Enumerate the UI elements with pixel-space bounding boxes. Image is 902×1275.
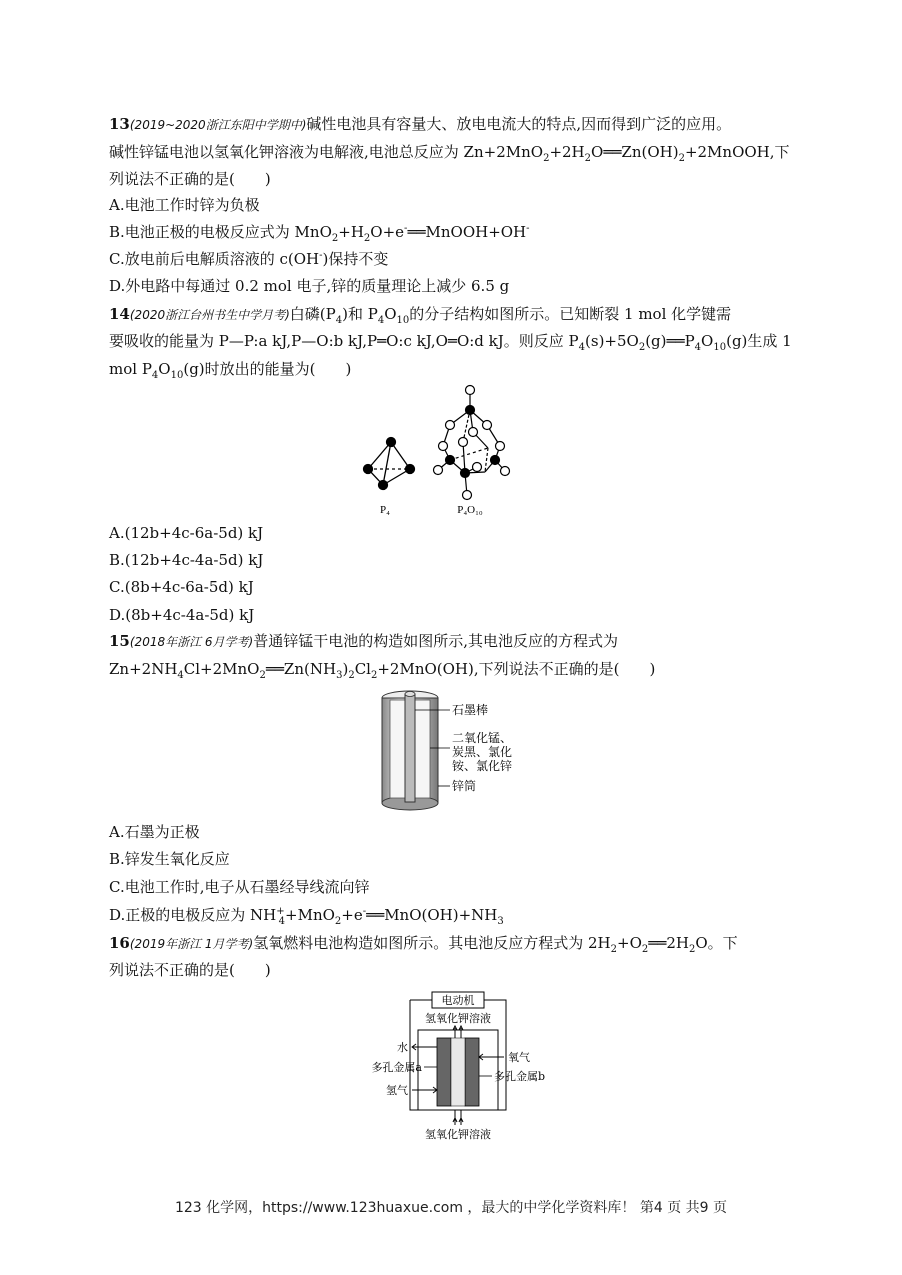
q15-text: +2MnO(OH),下列说法不正确的是( ) (377, 660, 656, 678)
p4-p4o10-structure-figure (355, 380, 555, 520)
q14-text: (g)生成 1 (726, 332, 792, 350)
q16-number: 16 (109, 934, 130, 952)
motor-label: 电动机 (441, 994, 475, 1007)
q15-option-d: D.正极的电极反应为 $NH^+_4+MnO_2+e^-══MnO(OH)+NH_3$ (109, 906, 504, 927)
option-text: B.电池正极的电极反应式为 MnO (109, 223, 332, 241)
q15-text: Cl (354, 660, 371, 678)
q14-text: 的分子结构如图所示。已知断裂 1 mol 化学键需 (409, 305, 732, 323)
q16-text: 2H (666, 934, 689, 952)
q15-source: (2018年浙江 6月学考) (129, 635, 254, 649)
q15-text: Zn(NH (283, 660, 337, 678)
q13-option-a: A.电池工作时锌为负极 (109, 196, 260, 214)
equals-sign: ══ (666, 332, 685, 350)
page-footer: 123 化学网，https://www.123huaxue.com ，最大的中学化学资料库！ 第4 页 共9 页 (174, 1200, 728, 1216)
q16-text: 氢氧燃料电池构造如图所示。其电池反应方程式为 2H (253, 934, 611, 952)
hydrogen-label: 氢气 (386, 1084, 408, 1097)
q14-text: (g)时放出的能量为( ) (183, 360, 352, 378)
p4o10-molecule (434, 386, 510, 500)
q16-stem-line1: 16(2019年浙江 1月学考)氢氧燃料电池构造如图所示。其电池反应方程式为 $2H_2+O_2══2H_2O$。下 (109, 934, 738, 955)
option-text: +H (338, 223, 364, 241)
equals-sign: ══ (366, 906, 385, 924)
q16-text: O。下 (695, 934, 738, 952)
dry-cell-figure (378, 688, 538, 816)
q13-stem-line1 (109, 114, 731, 135)
q14-option-b: B.(12b+4c-4a-5d) kJ (109, 551, 264, 569)
option-text: +e (341, 906, 363, 924)
equals-sign: ══ (265, 660, 284, 678)
q14-text: 要吸收的能量为 P—P:a kJ,P—O:b kJ,P (109, 332, 378, 350)
q14-stem-line1: 14(2020浙江台州书生中学月考)白磷$(P_4)$和 $P_4O_{10}$的分子结构如图所示。已知断裂 1 mol 化学键需 (109, 305, 732, 326)
q13-stem-line2: 碱性锌锰电池以氢氧化钾溶液为电解液,电池总反应为 $Zn+2MnO_2+2H_2O══Zn(OH)_2+2MnOOH$,下 (109, 143, 790, 164)
q13-text: O (591, 143, 604, 161)
q15-text: Zn+2NH (109, 660, 178, 678)
zinc-can-label: 锌筒 (452, 779, 477, 793)
option-text: )保持不变 (322, 250, 389, 268)
q14-option-a: A.(12b+4c-6a-5d) kJ (109, 524, 264, 542)
koh-bottom-label: 氢氧化钾溶液 (425, 1128, 491, 1141)
equals-sign: ══ (603, 143, 622, 161)
q15-stem-line2: $Zn+2NH_4Cl+2MnO_2══Zn(NH_3)_2Cl_2+2MnO(OH)$,下列说法不正确的是( ) (109, 660, 656, 681)
q15-text: ) (342, 660, 349, 678)
q14-stem-line3: mol $P_4O_{10}(g)$时放出的能量为( ) (109, 360, 352, 381)
q14-text: mol P (109, 360, 152, 378)
q15-stem-line1 (109, 631, 618, 652)
paste-label-line2: 炭黑、氯化 (452, 745, 513, 759)
q15-option-b: B.锌发生氧化反应 (109, 850, 230, 868)
p4-caption: P₄ (380, 504, 390, 516)
q13-stem-line3: 列说法不正确的是( ) (109, 170, 271, 188)
q14-option-c: C.(8b+4c-6a-5d) kJ (109, 578, 254, 596)
q13-text: +2MnOOH,下 (684, 143, 790, 161)
paste-label-line3: 铵、氯化锌 (452, 759, 513, 773)
q14-text: (g) (645, 332, 667, 350)
q15-option-a: A.石墨为正极 (109, 823, 200, 841)
option-text: MnO(OH)+NH (384, 906, 498, 924)
q14-text: P (684, 332, 695, 350)
option-text: +MnO (285, 906, 335, 924)
q14-text: 白磷(P (289, 305, 336, 323)
fuel-cell-figure (360, 990, 550, 1146)
q13-text: 碱性电池具有容量大、放电电流大的特点,因而得到广泛的应用。 (306, 115, 732, 133)
q13-source: (2019~2020浙江东阳中学期中) (129, 118, 307, 132)
equals-sign: ══ (407, 223, 426, 241)
q14-option-d: D.(8b+4c-4a-5d) kJ (109, 606, 255, 624)
option-text: MnOOH+OH (425, 223, 527, 241)
q14-text: O (701, 332, 714, 350)
q14-text: O (158, 360, 171, 378)
q13-option-d: D.外电路中每通过 0.2 mol 电子,锌的质量理论上减少 6.5 g (109, 277, 510, 295)
q13-text: +2H (549, 143, 585, 161)
q13-text: Zn(OH) (621, 143, 679, 161)
option-text: C.放电前后电解质溶液的 c(OH (109, 250, 320, 268)
double-bond: ═ (447, 332, 457, 350)
option-text: O+e (370, 223, 405, 241)
water-label: 水 (397, 1041, 408, 1054)
option-text: D.正极的电极反应为 NH (109, 906, 277, 924)
q14-text: (s)+5O (585, 332, 639, 350)
q15-option-c: C.电池工作时,电子从石墨经导线流向锌 (109, 878, 370, 896)
porous-metal-a-label: 多孔金属a (371, 1061, 422, 1074)
q14-text: O:d kJ。则反应 P (456, 332, 579, 350)
koh-top-label: 氢氧化钾溶液 (425, 1012, 491, 1025)
oxygen-label: 氧气 (508, 1051, 530, 1064)
q14-text: O:c kJ,O (386, 332, 448, 350)
double-bond: ═ (377, 332, 387, 350)
q14-text: )和 P (342, 305, 378, 323)
q13-option-b: B.电池正极的电极反应式为 $MnO_2+H_2O+e^-══MnOOH+OH^-$ (109, 223, 530, 244)
q16-source: (2019年浙江 1月学考) (129, 937, 254, 951)
q13-text: 碱性锌锰电池以氢氧化钾溶液为电解液,电池总反应为 Zn+2MnO (109, 143, 544, 161)
q16-text: +O (617, 934, 642, 952)
porous-metal-b-label: 多孔金属b (494, 1070, 546, 1083)
paste-label-line1: 二氧化锰、 (452, 731, 513, 745)
equals-sign: ══ (648, 934, 667, 952)
q16-stem-line2: 列说法不正确的是( ) (109, 961, 271, 979)
q14-stem-line2: 要吸收的能量为 P—P:a kJ,P—O:b kJ,P═O:c kJ,O═O:d kJ。则反应 $P_4(s)+5O_2(g)══P_4O_{10}(g)$生成 1 (109, 332, 792, 353)
q15-text: Cl+2MnO (183, 660, 260, 678)
p4o10-caption: P₄O₁₀ (457, 504, 483, 516)
q14-source: (2020浙江台州书生中学月考) (129, 308, 290, 322)
graphite-rod-label: 石墨棒 (452, 703, 489, 717)
q13-option-c: C.放电前后电解质溶液的 c(OH-)保持不变 (109, 250, 389, 268)
q13-number: 13 (109, 115, 130, 133)
q14-number: 14 (109, 305, 130, 323)
q15-number: 15 (109, 632, 130, 650)
q15-text: 普通锌锰干电池的构造如图所示,其电池反应的方程式为 (253, 632, 619, 650)
p4-molecule (364, 438, 415, 490)
q14-text: O (384, 305, 397, 323)
